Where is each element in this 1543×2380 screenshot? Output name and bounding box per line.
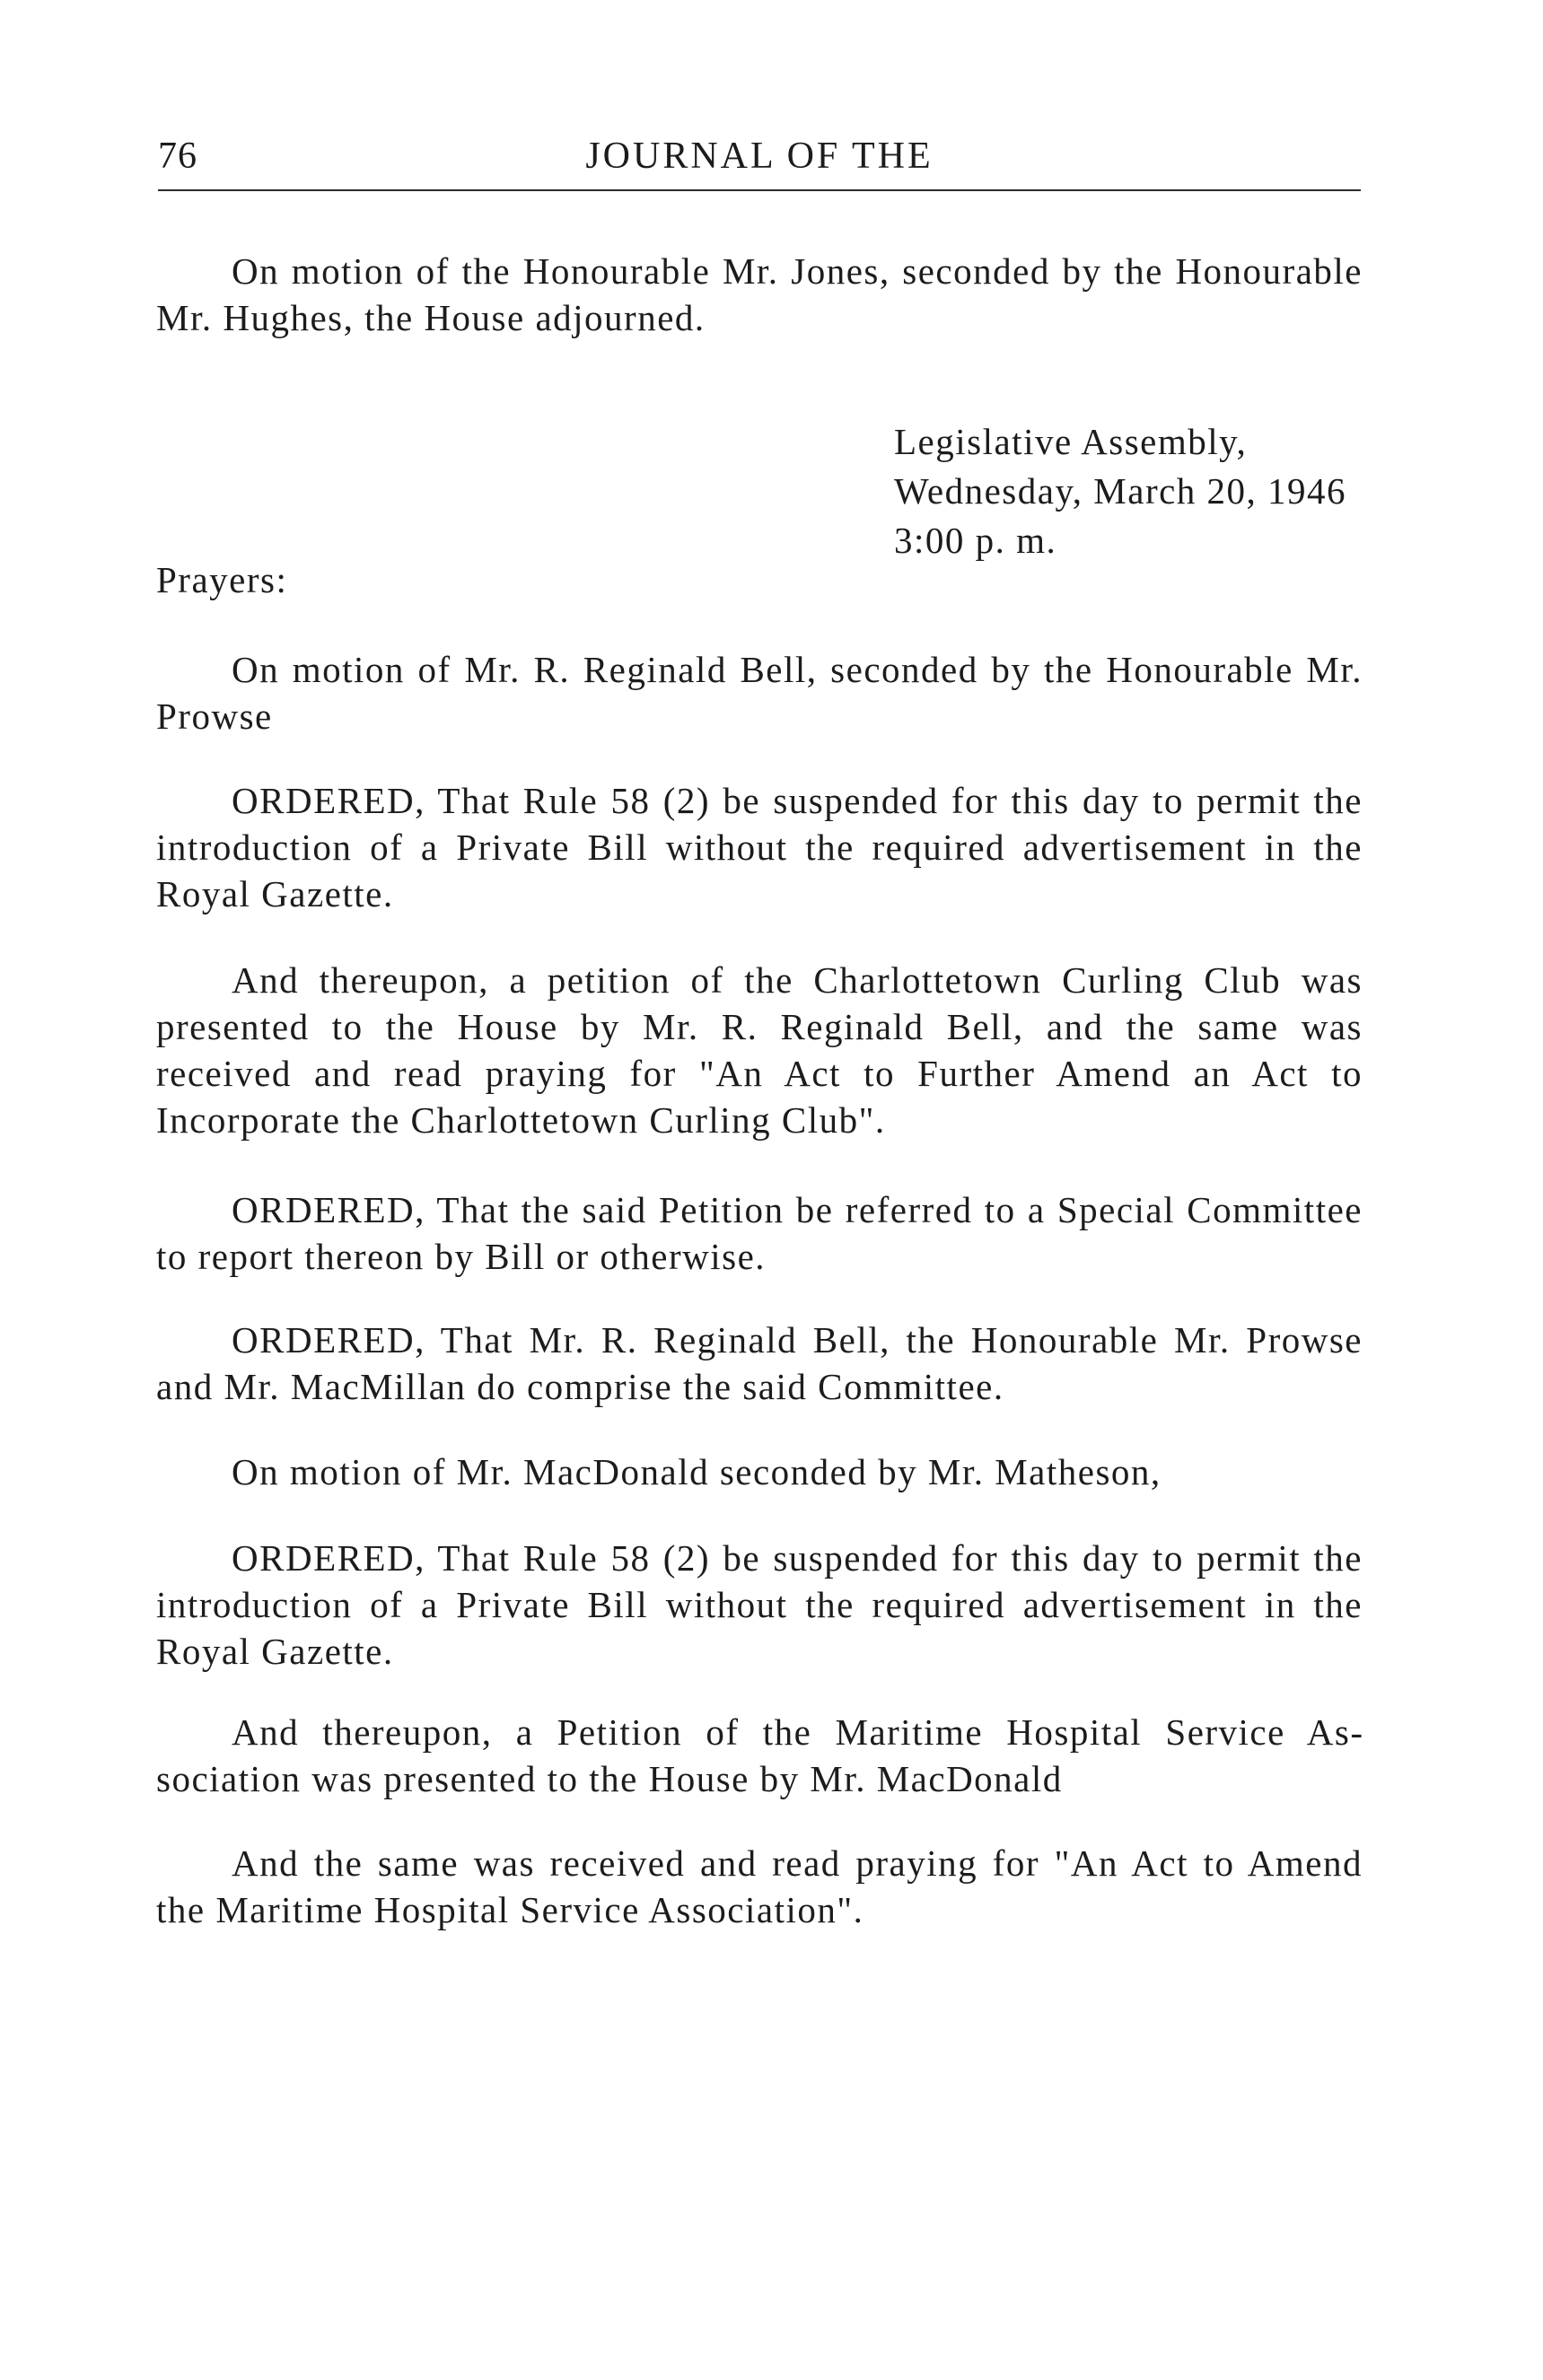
- paragraph-received-hospital: And the same was received and read praying for "An Act to Amend the Maritime Hospital Service Association".: [156, 1842, 1363, 1930]
- journal-title: JOURNAL OF THE: [585, 136, 934, 177]
- session-body: Legislative Assembly,: [894, 421, 1248, 462]
- paragraph-petition-hospital: And thereupon, a Petition of the Maritime Hospital Service Association was presented to the House by Mr. MacDonald: [156, 1711, 1363, 1799]
- page-number: 76: [158, 136, 197, 177]
- prayers-label: Prayers:: [156, 559, 288, 600]
- paragraph-ordered-committee-members: ORDERED, That Mr. R. Reginald Bell, the Honourable Mr. Prowse and Mr. MacMillan do comprise the said Committee.: [156, 1319, 1363, 1407]
- running-head: [158, 135, 1361, 188]
- paragraph-ordered-committee-ref: ORDERED, That the said Petition be referred to a Special Committee to report thereon by Bill or otherwise.: [156, 1189, 1363, 1277]
- session-date: Wednesday, March 20, 1946: [894, 470, 1347, 512]
- paragraph-motion-bell: On motion of Mr. R. Reginald Bell, seconded by the Honourable Mr. Prowse: [156, 649, 1363, 737]
- paragraph-petition-curling: And thereupon, a petition of the Charlottetown Curling Club was presented to the House by Mr. R. Reginald Bell, and the same was received and read praying for "An Act to Further Amend an Act to Incorporate the Charlottetown Curling Club".: [156, 959, 1363, 1141]
- paragraph-motion-macdonald: On motion of Mr. MacDonald seconded by Mr. Matheson,: [232, 1451, 1162, 1492]
- session-time: 3:00 p. m.: [894, 520, 1057, 561]
- paragraph-adjournment: On motion of the Honourable Mr. Jones, seconded by the Honourable Mr. Hughes, the House adjourned.: [156, 250, 1363, 338]
- paragraph-ordered-rule-suspend-1: ORDERED, That Rule 58 (2) be suspended for this day to permit the introduction of a Private Bill without the required advertisement in the Royal Gazette.: [156, 780, 1363, 914]
- session-dateline: [894, 417, 1346, 565]
- header-rule: [158, 189, 1361, 191]
- paragraph-ordered-rule-suspend-2: ORDERED, That Rule 58 (2) be suspended for this day to permit the introduction of a Private Bill without the required advertisement in the Royal Gazette.: [156, 1537, 1363, 1672]
